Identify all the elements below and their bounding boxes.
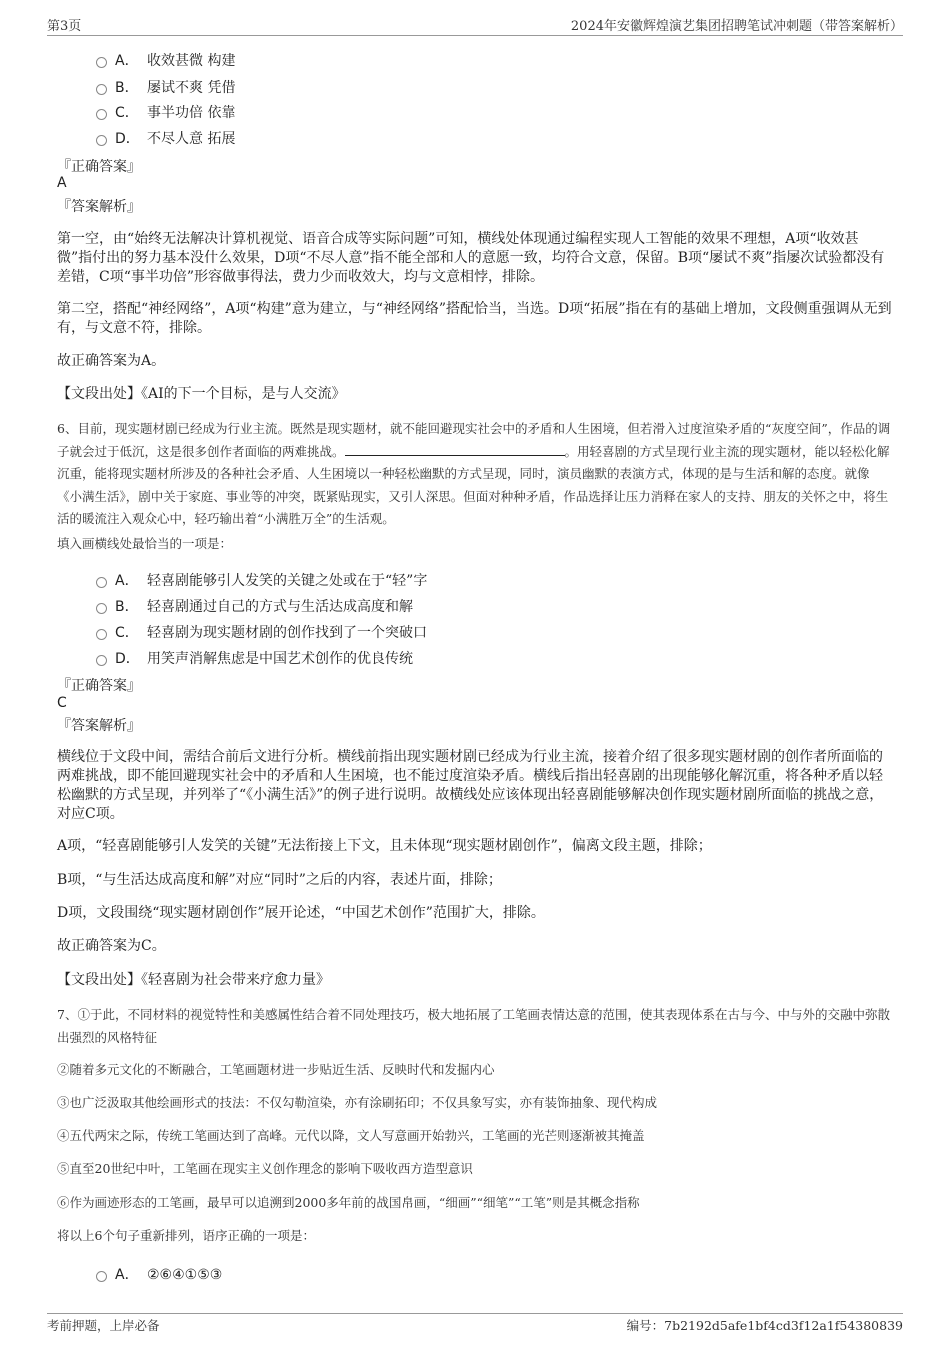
q6-analysis-paragraph: 横线位于文段中间，需结合前后文进行分析。横线前指出现实题材剧已经成为行业主流，接着介绍了很多现实题材剧的创作者所面临的两难挑战，即不能回避现实社会中的矛盾和人生困境，也不能过度渲染矛盾。横线后指出轻喜剧的出现能够化解沉重，将各种矛盾以轻松幽默的方式呈现，并列举了“《小满生活》”的例子进行说明。故横线处应该体现出轻喜剧能够解决创作现实题材剧所面临的挑战之意，对应C项。 xyxy=(57,749,884,822)
radio-icon[interactable] xyxy=(96,84,107,95)
q6-option-c[interactable]: C． 轻喜剧为现实题材剧的创作找到了一个突破口 xyxy=(96,622,427,642)
q5-option-b[interactable]: B． 屡试不爽 凭借 xyxy=(96,77,235,97)
fill-blank-line xyxy=(345,443,565,456)
q7-sentence: ②随着多元文化的不断融合，工笔画题材进一步贴近生活、反映时代和发掘内心 xyxy=(57,1062,495,1077)
q7-sentence: 7、①于此，不同材料的视觉特性和美感属性结合着不同处理技巧，极大地拓展了工笔画表情达意的范围，使其表现体系在古与今、中与外的交融中弥散出强烈的风格特征 xyxy=(57,1007,890,1045)
radio-icon[interactable] xyxy=(96,1271,107,1282)
radio-icon[interactable] xyxy=(96,603,107,614)
q6-prompt: 填入画横线处最恰当的一项是： xyxy=(57,536,233,551)
q5-answer: A xyxy=(57,175,67,191)
q7-sentence: ⑥作为画迹形态的工笔画，最早可以追溯到2000多年前的战国帛画，“细画”“细笔”“工笔”则是其概念指称 xyxy=(57,1195,640,1210)
page-header xyxy=(47,15,903,36)
q6-answer-label: 『正确答案』 xyxy=(57,678,141,694)
document-title: 2024年安徽辉煌演艺集团招聘笔试冲刺题（带答案解析） xyxy=(570,19,903,34)
q5-option-c[interactable]: C． 事半功倍 依靠 xyxy=(96,102,235,122)
q5-analysis-paragraph: 第一空，由“始终无法解决计算机视觉、语音合成等实际问题”可知，横线处体现通过编程实现人工智能的效果不理想，A项“收效甚微”指付出的努力基本没什么效果，D项“不尽人意”指不能全部和人的意愿一致，均符合文意，保留。B项“屡试不爽”指屡次试验都没有差错，C项“事半功倍”形容做事得法，费力少而收效大，均与文意相悖，排除。 xyxy=(57,231,885,285)
page-number: 第3页 xyxy=(47,19,82,34)
q5-source: 【文段出处】《AI的下一个目标，是与人交流》 xyxy=(57,386,346,402)
q6-source: 【文段出处】《轻喜剧为社会带来疗愈力量》 xyxy=(57,972,330,988)
q5-analysis-label: 『答案解析』 xyxy=(57,199,141,215)
radio-icon[interactable] xyxy=(96,577,107,588)
q5-option-a[interactable]: A． 收效甚微 构建 xyxy=(96,50,235,70)
q6-analysis-paragraph: B项，“与生活达成高度和解”对应“同时”之后的内容，表述片面，排除； xyxy=(57,872,502,888)
q6-option-a[interactable]: A． 轻喜剧能够引人发笑的关键之处或在于“轻”字 xyxy=(96,570,427,590)
q5-option-d[interactable]: D． 不尽人意 拓展 xyxy=(96,128,235,148)
q6-analysis-label: 『答案解析』 xyxy=(57,718,141,734)
radio-icon[interactable] xyxy=(96,135,107,146)
q6-conclusion: 故正确答案为C。 xyxy=(57,938,166,954)
q5-answer-label: 『正确答案』 xyxy=(57,159,141,175)
radio-icon[interactable] xyxy=(96,629,107,640)
q7-sentence: ③也广泛汲取其他绘画形式的技法：不仅勾勒渲染，亦有涂刷拓印；不仅具象写实，亦有装饰抽象、现代构成 xyxy=(57,1095,658,1110)
footer-slogan: 考前押题，上岸必备 xyxy=(47,1318,160,1333)
q6-stem: 6、目前，现实题材剧已经成为行业主流。既然是现实题材，就不能回避现实社会中的矛盾和人生困境，但若滑入过度渲染矛盾的“灰度空间”，作品的调子就会过于低沉，这是很多创作者面临的两难挑战。 。用轻喜剧的方式呈现行业主流的现实题材，能以轻松化解沉重，能将现实题材所涉及的各种社会矛盾、人生困境以一种轻松幽默的方式呈现，同时，演员幽默的表演方式，体现的是与生活和解的态度。就像《小满生活》，剧中关于家庭、事业等的冲突，既紧贴现实，又引人深思。但面对种种矛盾，作品选择让压力消释在家人的支持、朋友的关怀之中，将生活的暖流注入观众心中，轻巧输出着“小满胜万全”的生活观。 xyxy=(57,421,891,526)
q6-answer: C xyxy=(57,695,67,711)
q6-option-d[interactable]: D． 用笑声消解焦虑是中国艺术创作的优良传统 xyxy=(96,648,413,668)
q5-analysis-paragraph: 第二空，搭配“神经网络”，A项“构建”意为建立，与“神经网络”搭配恰当，当选。D项“拓展”指在有的基础上增加，文段侧重强调从无到有，与文意不符，排除。 xyxy=(57,301,892,336)
page-footer xyxy=(47,1313,903,1338)
q6-analysis-paragraph: A项，“轻喜剧能够引人发笑的关键”无法衔接上下文，且未体现“现实题材剧创作”，偏离文段主题，排除； xyxy=(57,838,712,854)
radio-icon[interactable] xyxy=(96,57,107,68)
radio-icon[interactable] xyxy=(96,655,107,666)
q7-prompt: 将以上6个句子重新排列，语序正确的一项是： xyxy=(57,1228,315,1243)
q7-sentence: ⑤直至20世纪中叶，工笔画在现实主义创作理念的影响下吸收西方造型意识 xyxy=(57,1161,473,1176)
q7-option-a[interactable]: A． ②⑥④①⑤③ xyxy=(96,1264,222,1284)
q5-conclusion: 故正确答案为A。 xyxy=(57,353,166,369)
q6-option-b[interactable]: B． 轻喜剧通过自己的方式与生活达成高度和解 xyxy=(96,596,413,616)
radio-icon[interactable] xyxy=(96,109,107,120)
q7-sentence: ④五代两宋之际，传统工笔画达到了高峰。元代以降，文人写意画开始勃兴，工笔画的光芒则逐渐被其掩盖 xyxy=(57,1128,645,1143)
document-id: 编号：7b2192d5afe1bf4cd3f12a1f54380839 xyxy=(626,1318,903,1333)
q6-analysis-paragraph: D项，文段围绕“现实题材剧创作”展开论述，“中国艺术创作”范围扩大，排除。 xyxy=(57,905,545,921)
